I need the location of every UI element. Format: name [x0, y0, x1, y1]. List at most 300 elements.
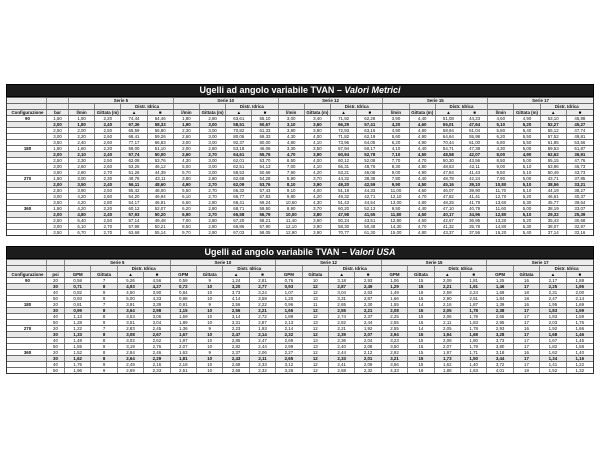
- table-cell: 61,00: [462, 140, 488, 145]
- table-cell: 4,90: [514, 116, 540, 121]
- table-cell: 1,80: [461, 338, 487, 343]
- table-cell: 50,67: [252, 122, 278, 127]
- table-row: [7, 319, 593, 325]
- table-cell: 0,71: [65, 284, 91, 289]
- table-cell: 1,67: [540, 338, 566, 343]
- table-cell: 2,21: [355, 308, 381, 313]
- table-cell: 2,33: [144, 368, 170, 373]
- table-cell: 58,51: [226, 122, 252, 127]
- column-header: ▲: [121, 110, 147, 115]
- table-cell: 1,63: [461, 368, 487, 373]
- table-cell: 8: [91, 350, 117, 355]
- table-cell: 15: [408, 314, 434, 319]
- table-cell: 48,25: [436, 200, 462, 205]
- table-cell: 3,04: [144, 320, 170, 325]
- series-name: Serie 10: [171, 260, 277, 265]
- table-cell: 2,83: [118, 326, 144, 331]
- table-cell: 4,40: [410, 206, 436, 211]
- table-cell: 1,55: [65, 344, 91, 349]
- table-cell: 56,80: [148, 128, 174, 133]
- table-cell: 2,56: [223, 302, 249, 307]
- table-cell: 1,58: [575, 344, 585, 349]
- table-cell: 2,95: [487, 320, 513, 325]
- configuration-cell: [7, 140, 47, 145]
- configuration-cell: [7, 176, 47, 181]
- table-cell: 42,67: [436, 218, 462, 223]
- column-header: ▲: [435, 272, 461, 277]
- table-cell: 13,00: [383, 200, 409, 205]
- table-cell: 56,79: [252, 212, 278, 217]
- table-cell: 66,77: [226, 194, 252, 199]
- table-cell: 5,20: [514, 122, 540, 127]
- column-header: GPM: [487, 272, 513, 277]
- table-cell: 47,38: [462, 146, 488, 151]
- table-cell: 62,28: [357, 116, 383, 121]
- table-cell: 92,37: [226, 140, 252, 145]
- configuration-cell: [7, 152, 47, 157]
- table-cell: 3,26: [276, 368, 302, 373]
- table-cell: 4,90: [410, 140, 436, 145]
- table-cell: 4,30: [305, 200, 331, 205]
- table-cell: 2,25: [540, 284, 566, 289]
- column-header: ▲: [329, 272, 355, 277]
- table-cell: 53,70: [252, 158, 278, 163]
- header-blank: [171, 266, 197, 271]
- configuration-cell: [7, 218, 47, 223]
- table-cell: 74,44: [121, 116, 147, 121]
- table-cell: 3,51: [118, 320, 144, 325]
- table-cell: 2,21: [250, 308, 276, 313]
- table-cell: 45,16: [436, 182, 462, 187]
- table-cell: 2,55: [329, 308, 355, 313]
- table-cell: 3,23: [382, 338, 408, 343]
- table-cell: 1,50: [461, 356, 487, 361]
- table-cell: 44,19: [541, 188, 567, 193]
- table-cell: 15: [408, 356, 434, 361]
- table-cell: 0,58: [65, 278, 91, 283]
- table-cell: 3,00: [200, 158, 226, 163]
- table-cell: 5,00: [514, 206, 540, 211]
- header-blank: [279, 104, 305, 109]
- table-cell: 4,60: [410, 188, 436, 193]
- table-cell: 50: [47, 344, 65, 349]
- table-cell: 52,78: [357, 152, 383, 157]
- configuration-cell: [7, 188, 47, 193]
- usa-title-bar: Ugelli ad angolo variabile TVAN – Valori USA: [6, 246, 594, 259]
- table-cell: 51,08: [436, 116, 462, 121]
- table-cell: 48,58: [436, 152, 462, 157]
- table-cell: 1,62: [65, 356, 91, 361]
- table-cell: 57,41: [357, 122, 383, 127]
- table-cell: 50,17: [357, 146, 383, 151]
- table-cell: 3,50: [69, 182, 95, 187]
- table-cell: 3,14: [223, 314, 249, 319]
- table-cell: 1,32: [575, 368, 585, 373]
- table-cell: 18: [514, 368, 540, 373]
- table-cell: 3,90: [69, 188, 95, 193]
- table-cell: 2,09: [435, 278, 461, 283]
- table-cell: 11,40: [279, 218, 305, 223]
- table-cell: 4,90: [383, 128, 409, 133]
- configuration-label: 360: [23, 350, 32, 355]
- table-cell: 40: [47, 290, 65, 295]
- column-header: Gittata (m): [514, 110, 540, 115]
- table-cell: 4,30: [174, 158, 200, 163]
- configuration-cell: [7, 284, 47, 289]
- table-row: [7, 139, 593, 145]
- table-cell: 2,33: [250, 362, 276, 367]
- table-cell: 9: [91, 290, 117, 295]
- series-name: Serie 12: [276, 260, 382, 265]
- table-row: [7, 277, 593, 283]
- table-cell: 13,20: [488, 218, 514, 223]
- table-cell: 17: [514, 362, 540, 367]
- table-cell: 2,56: [223, 308, 249, 313]
- distribution-label: Distr. Idrica: [554, 104, 579, 109]
- table-cell: 53,21: [331, 170, 357, 175]
- table-cell: 69,33: [252, 134, 278, 139]
- table-cell: 55,10: [252, 116, 278, 121]
- column-header: Gittata (m): [200, 110, 226, 115]
- column-header: ▲: [223, 272, 249, 277]
- table-cell: 2,98: [144, 308, 170, 313]
- table-cell: 2,55: [382, 320, 408, 325]
- table-cell: 47,64: [462, 122, 488, 127]
- table-cell: 48,63: [436, 164, 462, 169]
- table-cell: 57,74: [121, 152, 147, 157]
- table-cell: 50: [47, 296, 65, 301]
- table-cell: 1,68: [461, 332, 487, 337]
- table-cell: 1,59: [575, 314, 585, 319]
- table-cell: 52,08: [357, 158, 383, 163]
- table-cell: 71,82: [331, 134, 357, 139]
- table-cell: 0,93: [276, 284, 302, 289]
- table-cell: 55,01: [436, 122, 462, 127]
- table-cell: 3,58: [250, 296, 276, 301]
- table-cell: 2,31: [540, 290, 566, 295]
- header-blank: [514, 104, 540, 109]
- table-cell: 20: [47, 302, 65, 307]
- table-cell: 5,30: [514, 224, 540, 229]
- table-cell: 49,48: [148, 218, 174, 223]
- table-cell: 14,30: [383, 224, 409, 229]
- table-cell: 34,96: [462, 212, 488, 217]
- table-cell: 2,41: [329, 362, 355, 367]
- table-cell: 10: [197, 368, 223, 373]
- series-name: Serie 10: [174, 98, 279, 103]
- table-cell: 54,17: [121, 200, 147, 205]
- table-cell: 2,80: [95, 200, 121, 205]
- table-cell: 50,20: [148, 212, 174, 217]
- table-cell: 10,60: [279, 200, 305, 205]
- document: [6, 84, 594, 384]
- table-cell: 2,94: [382, 332, 408, 337]
- table-cell: 12: [303, 368, 329, 373]
- table-cell: 12: [303, 314, 329, 319]
- table-cell: 6,50: [279, 158, 305, 163]
- table-cell: 8,50: [488, 158, 514, 163]
- column-header: ■: [357, 110, 383, 115]
- table-cell: 1,52: [540, 368, 566, 373]
- table-cell: 51,10: [148, 146, 174, 151]
- table-cell: 3,90: [305, 152, 331, 157]
- table-cell: 6,10: [174, 194, 200, 199]
- table-cell: 4,33: [382, 368, 408, 373]
- table-cell: 1,36: [171, 326, 197, 331]
- table-cell: 30: [47, 332, 65, 337]
- table-cell: 2,77: [250, 284, 276, 289]
- table-cell: 1,28: [65, 320, 91, 325]
- table-cell: 53,56: [574, 140, 586, 145]
- table-cell: 0,82: [65, 290, 91, 295]
- table-cell: 55,76: [252, 152, 278, 157]
- table-cell: 3,02: [118, 338, 144, 343]
- table-cell: 3,00: [69, 176, 95, 181]
- table-cell: 2,13: [276, 320, 302, 325]
- table-cell: 0,98: [171, 296, 197, 301]
- header-blank: [383, 104, 409, 109]
- table-cell: 2,47: [250, 338, 276, 343]
- table-cell: 12: [303, 326, 329, 331]
- table-cell: 11: [303, 302, 329, 307]
- table-cell: 13: [303, 320, 329, 325]
- table-cell: 51,04: [462, 128, 488, 133]
- table-cell: 9,50: [488, 170, 514, 175]
- table-cell: 4,14: [223, 296, 249, 301]
- table-cell: 1,88: [435, 368, 461, 373]
- table-cell: 17: [514, 284, 540, 289]
- table-cell: 3,50: [47, 230, 69, 235]
- table-cell: 4,50: [410, 182, 436, 187]
- table-cell: 1,41: [540, 362, 566, 367]
- table-cell: 41,79: [462, 200, 488, 205]
- table-cell: 57,14: [121, 218, 147, 223]
- table-cell: 2,20: [95, 116, 121, 121]
- table-cell: 3,70: [305, 176, 331, 181]
- column-header: Gittata (m): [410, 110, 436, 115]
- table-cell: 68,41: [226, 200, 252, 205]
- table-cell: 48,76: [357, 164, 383, 169]
- table-cell: 2,70: [95, 170, 121, 175]
- table-cell: 64,64: [436, 134, 462, 139]
- table-cell: 9,00: [383, 170, 409, 175]
- table-cell: 2,60: [95, 140, 121, 145]
- table-cell: 10: [197, 338, 223, 343]
- column-header: Gittata: [408, 272, 434, 277]
- table-cell: 58,33: [148, 122, 174, 127]
- table-cell: 2,40: [95, 122, 121, 127]
- table-cell: 2,81: [250, 278, 276, 283]
- table-cell: 2,80: [200, 146, 226, 151]
- table-cell: 38,27: [574, 188, 586, 193]
- table-cell: 4,70: [410, 224, 436, 229]
- table-cell: 1,62: [540, 350, 566, 355]
- table-cell: 15: [408, 350, 434, 355]
- table-cell: 4,50: [118, 290, 144, 295]
- column-header: ▲: [331, 110, 357, 115]
- table-cell: 2,12: [355, 350, 381, 355]
- table-cell: 3,00: [200, 134, 226, 139]
- table-cell: 2,47: [223, 332, 249, 337]
- table-cell: 4,90: [514, 152, 540, 157]
- table-cell: 0,81: [65, 302, 91, 307]
- table-cell: 2,80: [200, 218, 226, 223]
- table-cell: 45,77: [541, 200, 567, 205]
- table-cell: 15,00: [383, 230, 409, 235]
- table-cell: 3,00: [200, 170, 226, 175]
- table-cell: 2,50: [47, 218, 69, 223]
- table-cell: 53,18: [226, 146, 252, 151]
- table-cell: 16: [408, 296, 434, 301]
- table-cell: 5,10: [514, 188, 540, 193]
- table-row: [7, 325, 593, 331]
- table-cell: 71,92: [331, 116, 357, 121]
- distribution-label: Distr. Idrica: [554, 266, 579, 271]
- configuration-label: 90: [25, 278, 30, 283]
- table-cell: 16: [514, 278, 540, 283]
- table-cell: 1,67: [171, 332, 197, 337]
- table-cell: 50,24: [331, 218, 357, 223]
- table-cell: 61,85: [541, 140, 567, 145]
- table-cell: 5,90: [279, 176, 305, 181]
- table-cell: 16,20: [488, 230, 514, 235]
- table-cell: 6,10: [69, 224, 95, 229]
- table-cell: 4,20: [305, 170, 331, 175]
- table-row: [7, 295, 593, 301]
- table-cell: 10,00: [279, 212, 305, 217]
- table-cell: 2,65: [329, 302, 355, 307]
- table-cell: 59,24: [252, 200, 278, 205]
- table-cell: 3,50: [47, 170, 69, 175]
- table-cell: 1,95: [540, 302, 566, 307]
- table-cell: 2,44: [250, 344, 276, 349]
- table-cell: 3,08: [118, 332, 144, 337]
- table-cell: 68,71: [226, 206, 252, 211]
- table-cell: 9,90: [383, 182, 409, 187]
- table-cell: 3,19: [118, 344, 144, 349]
- table-cell: 3,50: [47, 200, 69, 205]
- table-row: [7, 127, 593, 133]
- table-cell: 1,25: [487, 278, 513, 283]
- table-cell: 2,46: [144, 350, 170, 355]
- header-blank: [69, 104, 95, 109]
- table-cell: 40,37: [574, 194, 586, 199]
- table-cell: 55,12: [541, 128, 567, 133]
- table-row: [7, 199, 593, 205]
- configuration-cell: [7, 302, 47, 307]
- table-cell: 42,71: [357, 194, 383, 199]
- table-cell: 4,00: [305, 134, 331, 139]
- column-header: GPM: [382, 272, 408, 277]
- table-cell: 2,08: [435, 338, 461, 343]
- table-cell: 16: [514, 302, 540, 307]
- table-cell: 2,70: [95, 224, 121, 229]
- table-cell: 52,07: [148, 206, 174, 211]
- table-cell: 2,06: [435, 314, 461, 319]
- table-cell: 5,10: [514, 182, 540, 187]
- table-cell: 17: [514, 332, 540, 337]
- table-cell: 1,20: [276, 296, 302, 301]
- table-cell: 2,32: [276, 332, 302, 337]
- table-row: [7, 169, 593, 175]
- usa-subtitle: Valori USA: [349, 247, 396, 257]
- table-cell: 1,81: [461, 278, 487, 283]
- column-header: bar: [47, 110, 69, 115]
- table-cell: 2,70: [200, 182, 226, 187]
- table-cell: 0,99: [65, 308, 91, 313]
- table-cell: 46,12: [148, 164, 174, 169]
- table-cell: 62,19: [357, 134, 383, 139]
- table-cell: 1,82: [540, 344, 566, 349]
- table-cell: 3,28: [487, 332, 513, 337]
- distribution-label: Distr. Idrica: [223, 266, 276, 271]
- column-header: Gittata: [303, 272, 329, 277]
- table-cell: 56,31: [331, 164, 357, 169]
- table-cell: 2,24: [461, 290, 487, 295]
- table-cell: 33,07: [574, 206, 586, 211]
- column-header: GPM: [276, 272, 302, 277]
- table-cell: 50,69: [252, 170, 278, 175]
- table-cell: 4,70: [410, 194, 436, 199]
- table-cell: 42,24: [462, 176, 488, 181]
- table-cell: 67,03: [226, 230, 252, 235]
- table-cell: 50,48: [357, 224, 383, 229]
- table-cell: 3,90: [305, 182, 331, 187]
- table-row: [7, 163, 593, 169]
- table-cell: 2,68: [223, 368, 249, 373]
- table-cell: 12: [303, 350, 329, 355]
- table-cell: 3,00: [47, 134, 69, 139]
- table-cell: 44,39: [148, 170, 174, 175]
- table-cell: 4,30: [488, 146, 514, 151]
- table-cell: 15: [408, 284, 434, 289]
- configuration-label: 270: [23, 326, 32, 331]
- table-cell: 10,80: [488, 182, 514, 187]
- table-cell: 47,98: [331, 212, 357, 217]
- table-cell: 1,50: [47, 146, 69, 151]
- table-cell: 3,00: [200, 164, 226, 169]
- table-cell: 1,83: [461, 320, 487, 325]
- table-cell: 59,26: [148, 134, 174, 139]
- table-cell: 65,59: [121, 128, 147, 133]
- table-cell: 4,20: [69, 206, 95, 211]
- table-cell: 10: [197, 296, 223, 301]
- table-cell: 3,90: [383, 116, 409, 121]
- table-cell: 64,05: [357, 140, 383, 145]
- table-cell: 13: [303, 338, 329, 343]
- table-cell: 62,08: [121, 158, 147, 163]
- table-cell: 10: [197, 290, 223, 295]
- series-name: Serie 12: [279, 98, 384, 103]
- table-cell: 7: [91, 278, 117, 283]
- table-cell: 53,76: [252, 182, 278, 187]
- table-cell: 43,71: [541, 176, 567, 181]
- table-cell: 1,96: [65, 368, 91, 373]
- table-cell: 6,80: [488, 140, 514, 145]
- table-cell: 3,40: [305, 116, 331, 121]
- table-cell: 2,37: [223, 350, 249, 355]
- table-row: [7, 217, 593, 223]
- series-name: Serie 15: [382, 260, 488, 265]
- distribution-label: Distr. Idrica: [435, 266, 488, 271]
- table-cell: 8,90: [279, 206, 305, 211]
- table-cell: 5,30: [514, 200, 540, 205]
- configuration-cell: [7, 212, 47, 217]
- table-cell: 8,00: [488, 152, 514, 157]
- table-cell: 2,76: [144, 344, 170, 349]
- table-cell: 38,19: [541, 206, 567, 211]
- table-row: [7, 205, 593, 211]
